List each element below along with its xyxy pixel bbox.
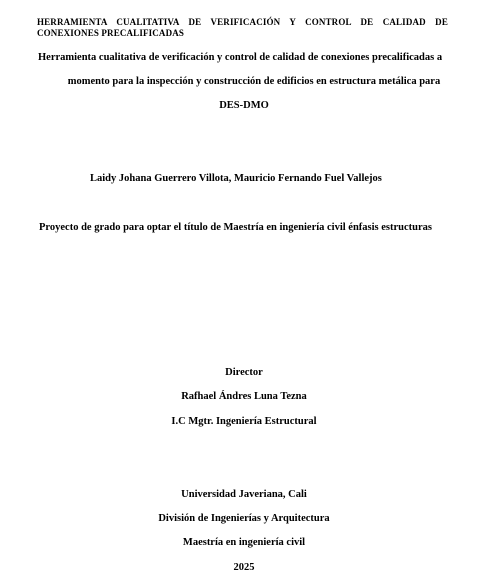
- degree-purpose: Proyecto de grado para optar el título de Maestría en ingeniería civil énfasis estructuras: [39, 222, 433, 233]
- title-line-2: momento para la inspección y construcción de edificios en estructura metálica para: [67, 76, 441, 87]
- director-name: Rafhael Ándres Luna Tezna: [181, 391, 307, 402]
- title-line-3: DES-DMO: [219, 100, 269, 111]
- director-label: Director: [225, 367, 263, 378]
- title-line-1: Herramienta cualitativa de verificación y control de calidad de conexiones precalificadas a: [38, 52, 443, 63]
- university-name: Universidad Javeriana, Cali: [181, 489, 307, 500]
- program-name: Maestría en ingeniería civil: [182, 537, 306, 548]
- division-name: División de Ingenierías y Arquitectura: [158, 513, 330, 524]
- running-header: HERRAMIENTA CUALITATIVA DE VERIFICACIÓN Y CONTROL DE CALIDAD DE CONEXIONES PRECALIFICADAS: [37, 17, 448, 38]
- director-credential: I.C Mgtr. Ingeniería Estructural: [171, 416, 317, 427]
- year: 2025: [233, 562, 255, 573]
- authors: Laidy Johana Guerrero Villota, Mauricio Fernando Fuel Vallejos: [90, 173, 382, 184]
